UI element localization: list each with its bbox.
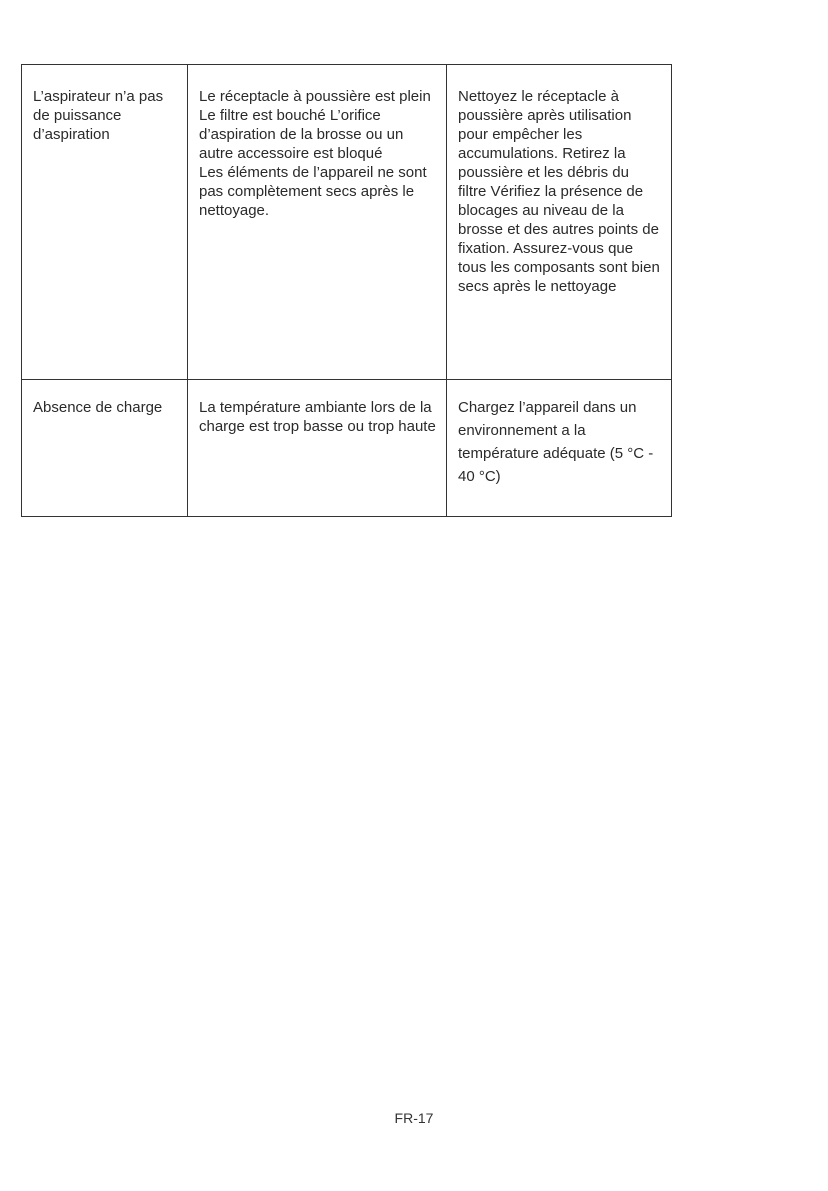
problem-cell [22, 65, 188, 380]
table-row [22, 65, 672, 380]
page-number: FR-17 [394, 1110, 434, 1126]
problem-text: L’aspirateur n’a pas de puissance d’aspiration [33, 88, 164, 143]
cause-cell [188, 65, 447, 380]
cause-cell [188, 380, 447, 517]
solution-cell [447, 65, 672, 380]
cause-text: Les éléments de l’appareil ne sont pas complètement secs après le nettoyage. [199, 164, 427, 219]
solution-text: Nettoyez le réceptacle à poussière après utilisation pour empêcher les accumulations. Retirez la poussière et les débris du filtre Vérifiez la présence de blocages au niveau de la brosse et des autres points de fixation. Assurez-vous que tous les composants sont bien secs après le nettoyage [458, 88, 660, 295]
problem-text: Absence de charge [33, 399, 163, 416]
problem-cell [22, 380, 188, 517]
solution-text: Chargez l’appareil dans un environnement a la température adéquate (5 °C - 40 °C) [458, 399, 654, 485]
solution-cell [447, 380, 672, 517]
troubleshooting-table [21, 64, 672, 517]
cause-text: La température ambiante lors de la charge est trop basse ou trop haute [199, 399, 436, 435]
cause-text: Le réceptacle à poussière est plein [199, 88, 431, 105]
table-row [22, 380, 672, 517]
cause-text: Le filtre est bouché L’orifice d’aspiration de la brosse ou un autre accessoire est bloqué [199, 107, 404, 162]
